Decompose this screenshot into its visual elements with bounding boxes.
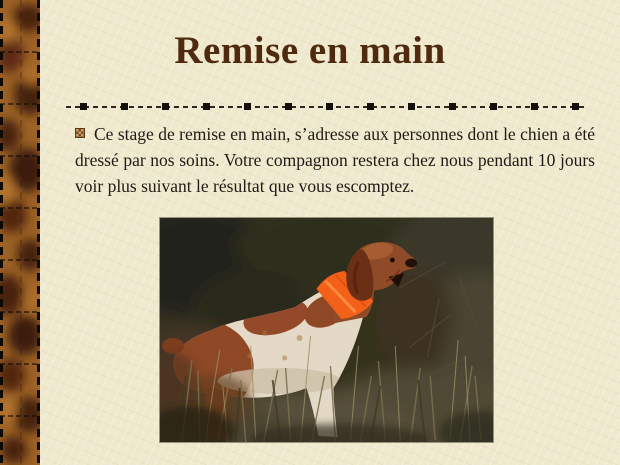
bullet-icon [75,128,85,138]
dog-photo-graphic [160,218,493,442]
title-divider [66,102,588,111]
body-text-content: Ce stage de remise en main, s’adresse aux personnes dont le chien a été dressé par nos soins. Votre compagnon restera chez nous pendant 10 jours voir plus suivant le résultat que vous escomptez. [75,124,595,196]
dog-photo [160,218,493,442]
body-text [75,122,595,199]
slide-title: Remise en main [174,29,446,72]
